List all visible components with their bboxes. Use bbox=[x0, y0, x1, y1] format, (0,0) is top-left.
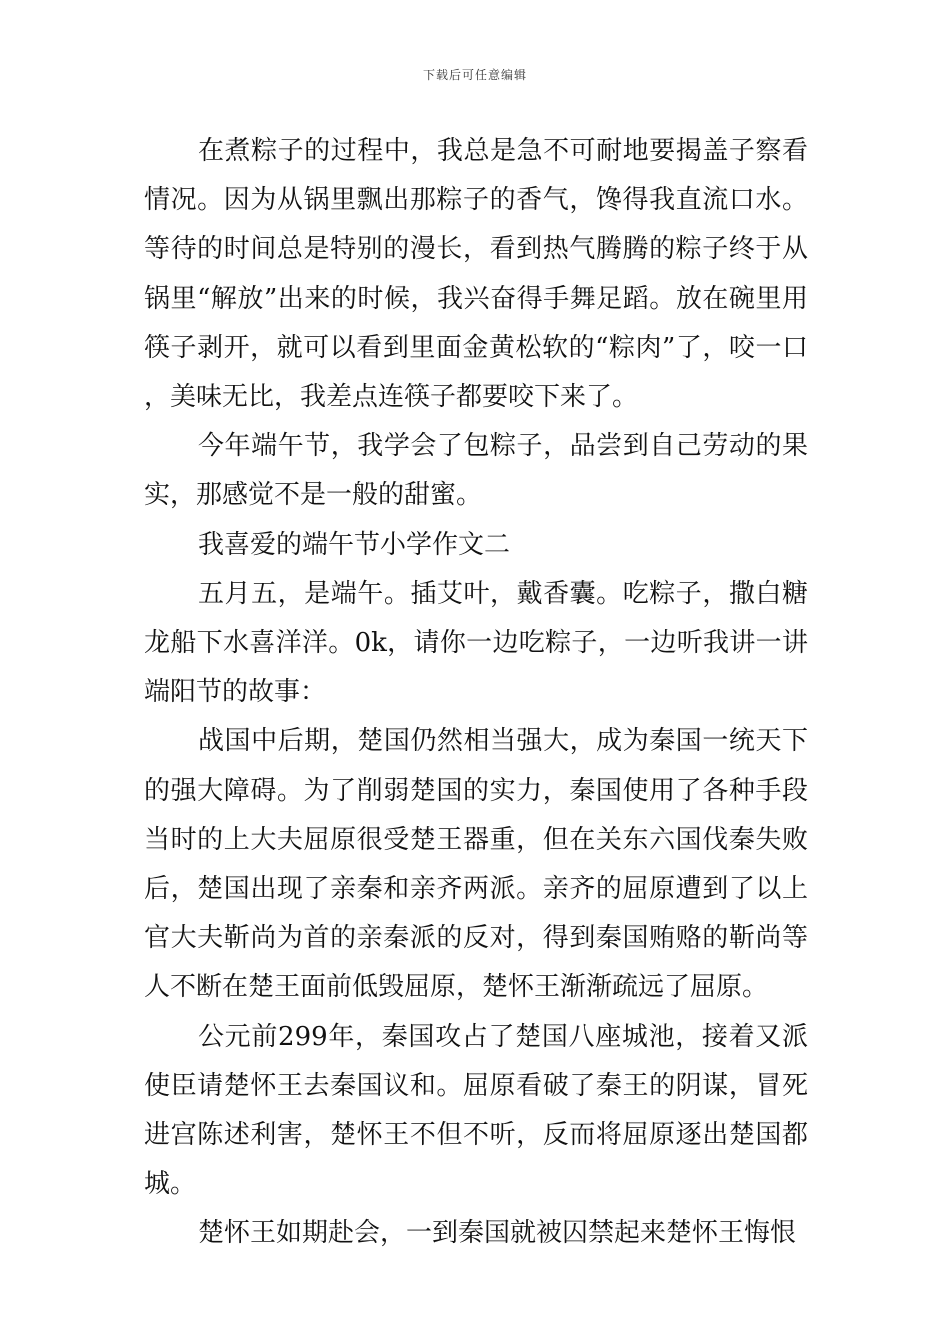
paragraph-3: 五月五，是端午。插艾叶，戴香囊。吃粽子，撒白糖龙船下水喜洋洋。0k，请你一边吃粽子，一边听我讲一讲端阳节的故事： bbox=[144, 578, 808, 708]
paragraph-2: 今年端午节，我学会了包粽子，品尝到自己劳动的果实，那感觉不是一般的甜蜜。 bbox=[144, 431, 808, 511]
paragraph-4: 战国中后期，楚国仍然相当强大，成为秦国一统天下的强大障碍。为了削弱楚国的实力，秦国使用了各种手段当时的上大夫屈原很受楚王器重，但在关东六国伐秦失败后，楚国出现了亲秦和亲齐两派。亲齐的屈原遭到了以上官大夫靳尚为首的亲秦派的反对，得到秦国贿赂的靳尚等人不断在楚王面前低毁屈原，楚怀王渐渐疏远了屈原。 bbox=[144, 726, 808, 1003]
paragraph-1: 在煮粽子的过程中，我总是急不可耐地要揭盖子察看情况。因为从锅里飘出那粽子的香气，馋得我直流口水。等待的时间总是特别的漫长，看到热气腾腾的粽子终于从锅里“解放”出来的时候，我兴奋得手舞足蹈。放在碗里用筷子剥开，就可以看到里面金黄松软的“粽肉”了，咬一口，美味无比，我差点连筷子都要咬下来了。 bbox=[144, 136, 808, 413]
paragraph-6: 楚怀王如期赴会，一到秦国就被囚禁起来楚怀王悔恨 bbox=[198, 1218, 797, 1249]
paragraph-5: 公元前299年，秦国攻占了楚国八座城池，接着又派使臣请楚怀王去秦国议和。屈原看破了秦王的阴谋，冒死进宫陈述利害，楚怀王不但不听，反而将屈原逐出楚国都城。 bbox=[144, 1021, 808, 1200]
page-header: 下载后可任意编辑 bbox=[422, 68, 527, 82]
document-body bbox=[144, 127, 808, 1259]
section-title: 我喜爱的端午节小学作文二 bbox=[198, 529, 511, 560]
